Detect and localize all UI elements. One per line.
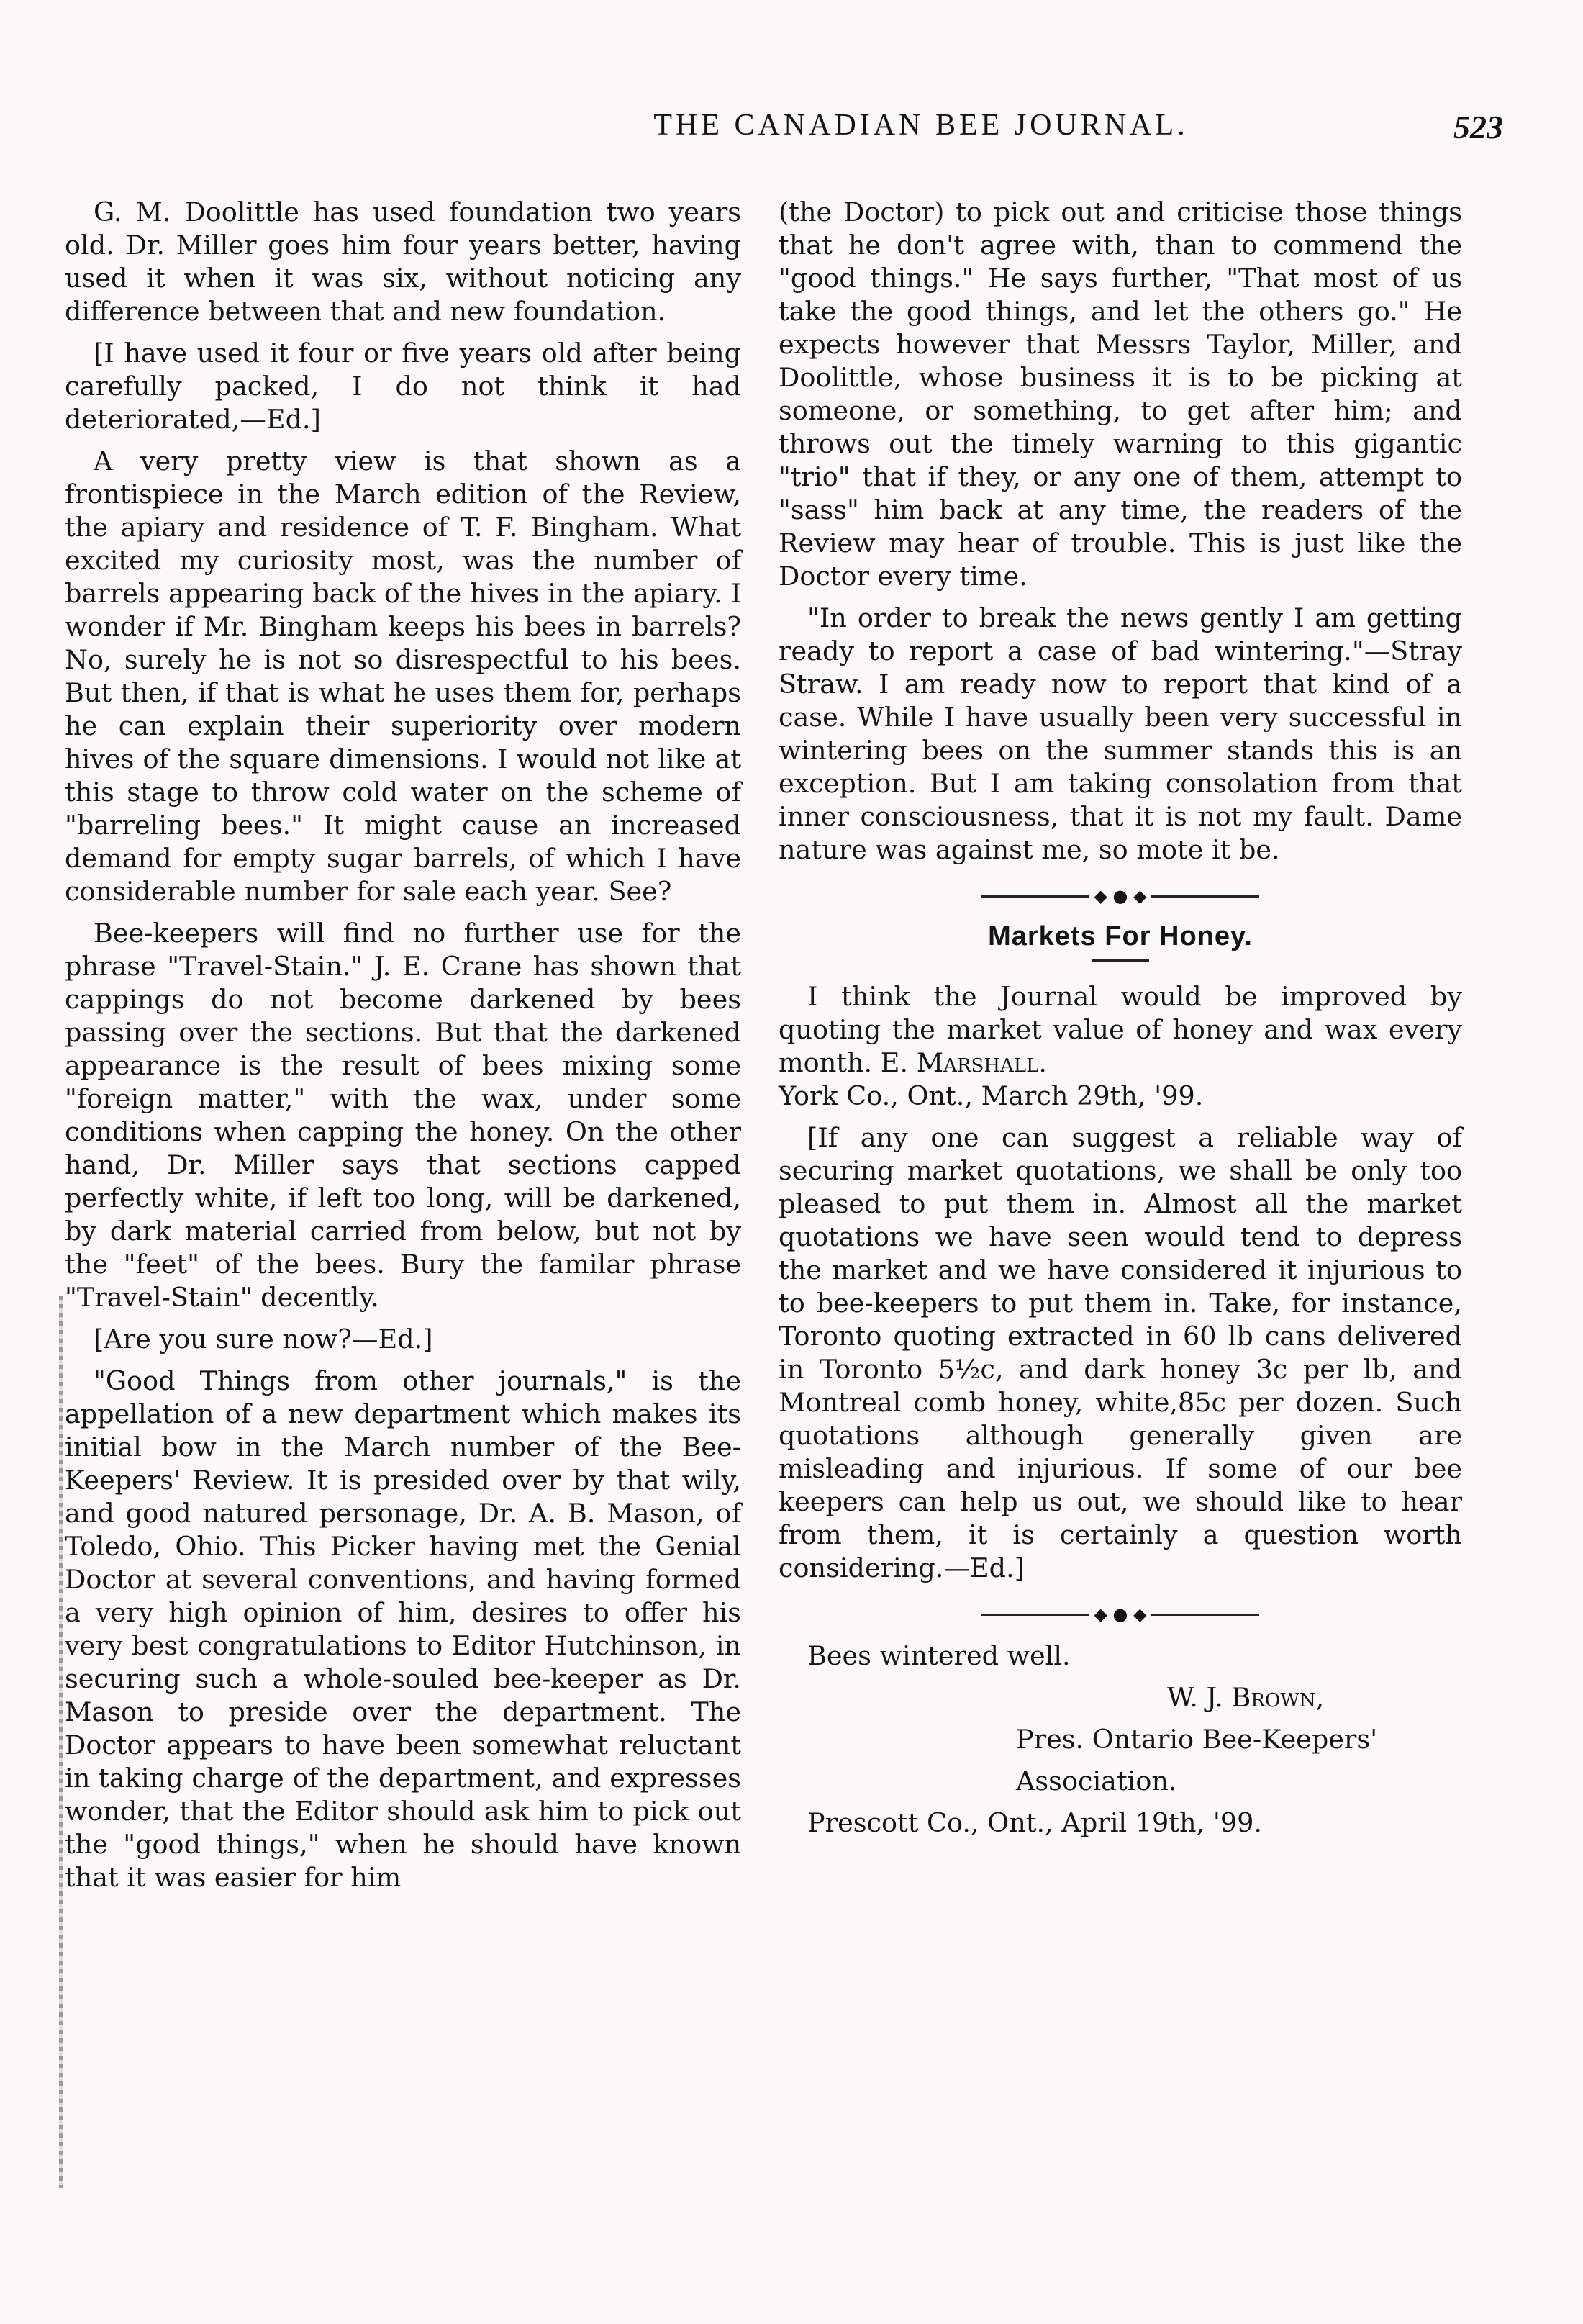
- editor-note-travel-stain: [Are you sure now?—Ed.]: [94, 1324, 433, 1355]
- doolittle-foundation-paragraph: G. M. Doolittle has used foundation two years old. Dr. Miller goes him four years better, having used it when it was six, without noticing any difference between that and new foundation.: [65, 196, 741, 327]
- left-column: [65, 196, 741, 1903]
- travel-stain-paragraph: Bee-keepers will find no further use for the phrase "Travel-Stain." J. E. Crane has shown that cappings do not become darkened by bees passing over the sections. But that the darkened appearance is the result of bees mixing some "foreign matter," with the wax, under some conditions when capping the honey. On the other hand, Dr. Miller says that sections capped perfectly white, if left too long, will be darkened, by dark material carried from below, but not by the "feet" of the bees. Bury the familar phrase "Travel-Stain" decently.: [65, 918, 741, 1313]
- editor-note-foundation: [I have used it four or five years old after being carefully packed, I do not think it had deteriorated,—Ed.]: [65, 338, 741, 435]
- ornament-mark-2: ◆ ● ◆: [1094, 1604, 1147, 1624]
- markets-letter-text: I think the Journal would be improved by quoting the market value of honey and wax every month.: [779, 981, 1462, 1078]
- ornament-rule-right: [1151, 895, 1259, 898]
- section-ornament: [779, 885, 1462, 907]
- signature-name: W. J. Brown,: [1167, 1682, 1325, 1713]
- title-rule: [1092, 959, 1149, 962]
- bees-wintered-line: Bees wintered well.: [807, 1640, 1071, 1671]
- signature-place: Prescott Co., Ont., April 19th, '99.: [807, 1807, 1263, 1838]
- markets-letter-author: E. Marshall.: [880, 1047, 1047, 1078]
- editor-note-markets: [If any one can suggest a reliable way of securing market quotations, we shall be only too pleased to put them in. Almost all the market quotations we have seen would tend to depress the market and we have considered it injurious to to bee-keepers to put them in. Take, for instance, Toronto quoting extracted in 60 lb cans delivered in Toronto 5½c, and dark honey 3c per lb, and Montreal comb honey, white,85c per dozen. Such quotations although generally given are misleading and injurious. If some of our bee keepers can help us out, we should like to hear from them, it is certainly a question worth considering.—Ed.]: [779, 1122, 1462, 1583]
- brown-letter: [779, 1640, 1462, 1840]
- markets-letter-place: York Co., Ont., March 29th, '99.: [779, 1080, 1204, 1111]
- running-head: THE CANADIAN BEE JOURNAL.: [653, 109, 1189, 142]
- ornament-rule-left: [981, 895, 1089, 898]
- signature-title-1: Pres. Ontario Bee-Keepers': [1016, 1724, 1378, 1755]
- good-things-paragraph: "Good Things from other journals," is the appellation of a new department which makes its initial bow in the March number of the Bee-Keepers' Review. It is presided over by that wily, and good natured personage, Dr. A. B. Mason, of Toledo, Ohio. This Picker having met the Genial Doctor at several conventions, and having formed a very high opinion of him, desires to offer his very best congratulations to Editor Hutchinson, in securing such a whole-souled bee-keeper as Dr. Mason to preside over the department. The Doctor appears to have been somewhat reluctant in taking charge of the department, and expresses wonder, that the Editor should ask him to pick out the "good things," when he should have known that it was easier for him: [65, 1365, 741, 1893]
- bingham-barrels-paragraph: A very pretty view is that shown as a frontispiece in the March edition of the Review, the apiary and residence of T. F. Bingham. What excited my curiosity most, was the number of barrels appearing back of the hives in the apiary. I wonder if Mr. Bingham keeps his bees in barrels? No, surely he is not so disrespectful to his bees. But then, if that is what he uses them for, perhaps he can explain their superiority over modern hives of the square dimensions. I would not like at this stage to throw cold water on the scheme of "barreling bees." It might cause an increased demand for empty sugar barrels, of which I have considerable number for sale each year. See?: [65, 446, 741, 907]
- bad-wintering-paragraph: "In order to break the news gently I am getting ready to report a case of bad wintering."—Stray Straw. I am ready now to report that kind of a case. While I have usually been very successful in wintering bees on the summer stands this is an exception. But I am taking consolation from that inner consciousness, that it is not my fault. Dame nature was against me, so mote it be.: [779, 602, 1462, 865]
- page-number: 523: [1453, 109, 1503, 145]
- section-ornament-2: [779, 1604, 1462, 1625]
- markets-letter-paragraph: [779, 980, 1462, 1113]
- section-title-markets: Markets For Honey.: [988, 921, 1253, 951]
- ornament-mark: ◆ ● ◆: [1094, 886, 1147, 906]
- signature-title-2: Association.: [1016, 1765, 1177, 1796]
- right-column: [779, 196, 1462, 1848]
- margin-rule: [59, 1296, 63, 2188]
- ornament-rule-right-2: [1151, 1614, 1259, 1616]
- ornament-rule-left-2: [981, 1614, 1089, 1616]
- good-things-continued-paragraph: (the Doctor) to pick out and criticise those things that he don't agree with, than to commend the "good things." He says further, "That most of us take the good things, and let the others go." He expects however that Messrs Taylor, Miller, and Doolittle, whose business it is to be picking at someone, or something, to get after him; and throws out the timely warning to this gigantic "trio" that if they, or any one of them, attempt to "sass" him back at any time, the readers of the Review may hear of trouble. This is just like the Doctor every time.: [779, 196, 1462, 592]
